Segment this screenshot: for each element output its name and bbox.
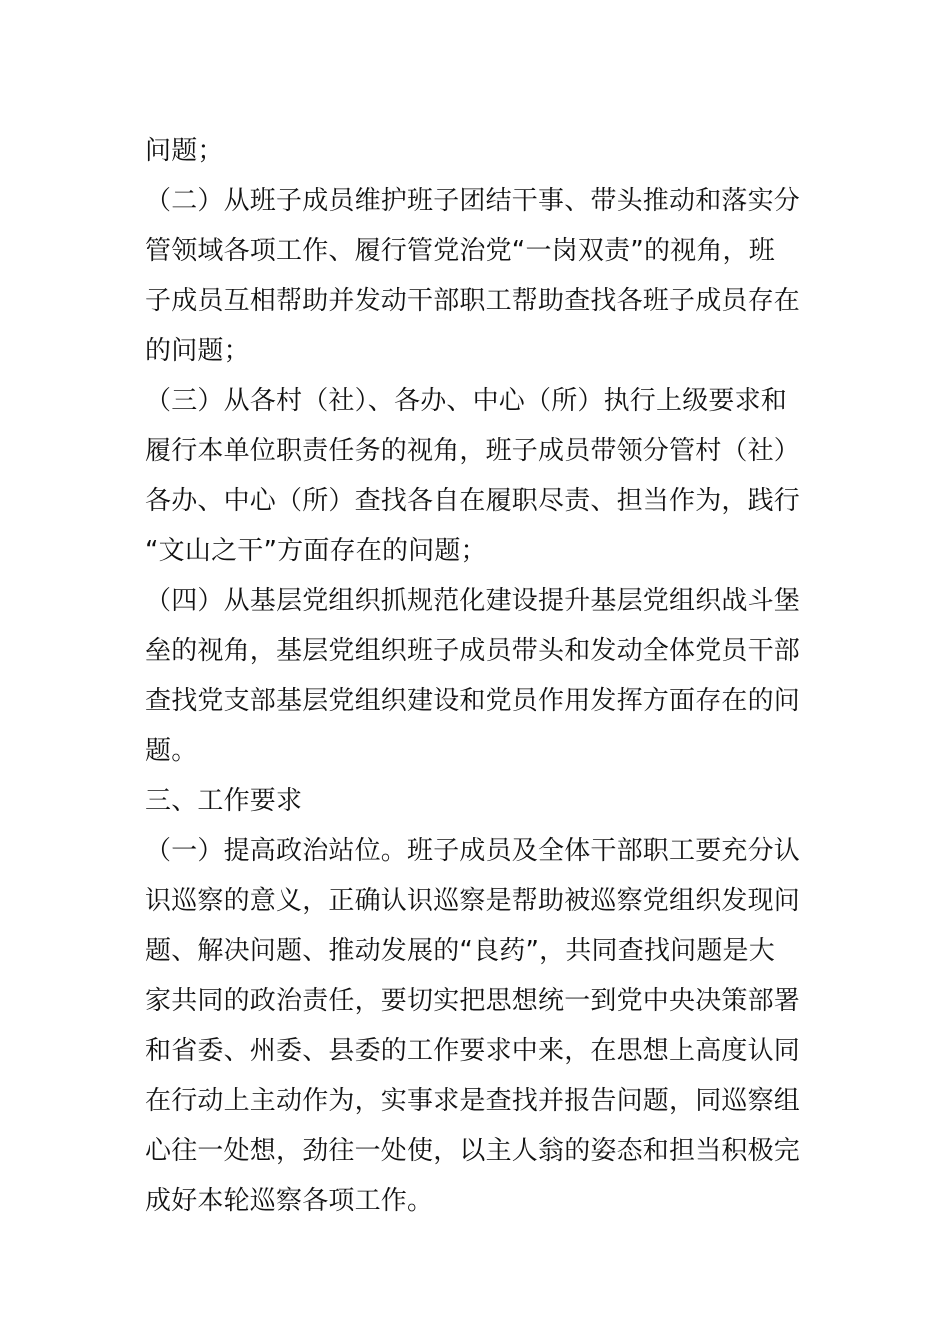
text-line: 心往一处想，劲往一处使，以主人翁的姿态和担当积极完 [145,1136,801,1166]
text-line: （四）从基层党组织抓规范化建设提升基层党组织战斗堡 [145,586,801,616]
text-line: 各办、中心（所）查找各自在履职尽责、担当作为，践行 [145,486,801,516]
text-line: 垒的视角，基层党组织班子成员带头和发动全体党员干部 [145,636,801,666]
text-line: 的问题； [145,336,250,366]
text-line: 题。 [145,736,198,766]
text-line: 识巡察的意义，正确认识巡察是帮助被巡察党组织发现问 [145,886,801,916]
text-line: 题、解决问题、推动发展的“良药”，共同查找问题是大 [145,936,775,966]
text-line: 在行动上主动作为，实事求是查找并报告问题，同巡察组 [145,1086,801,1116]
text-line: 成好本轮巡察各项工作。 [145,1186,434,1216]
text-line: 查找党支部基层党组织建设和党员作用发挥方面存在的问 [145,686,801,716]
text-line: （二）从班子成员维护班子团结干事、带头推动和落实分 [145,186,801,216]
text-line: 家共同的政治责任，要切实把思想统一到党中央决策部署 [145,986,801,1016]
text-line: 和省委、州委、县委的工作要求中来，在思想上高度认同 [145,1036,801,1066]
text-line: （三）从各村（社）、各办、中心（所）执行上级要求和 [145,386,788,416]
text-line: 管领域各项工作、履行管党治党“一岗双责”的视角，班 [145,236,775,266]
text-line: 问题； [145,136,224,166]
text-line: “文山之干”方面存在的问题； [145,536,487,566]
text-line: 子成员互相帮助并发动干部职工帮助查找各班子成员存在 [145,286,801,316]
text-line: 履行本单位职责任务的视角，班子成员带领分管村（社） [145,436,801,466]
document-body [145,126,810,1226]
section-heading: 三、工作要求 [145,786,303,816]
text-line: （一）提高政治站位。班子成员及全体干部职工要充分认 [145,836,801,866]
